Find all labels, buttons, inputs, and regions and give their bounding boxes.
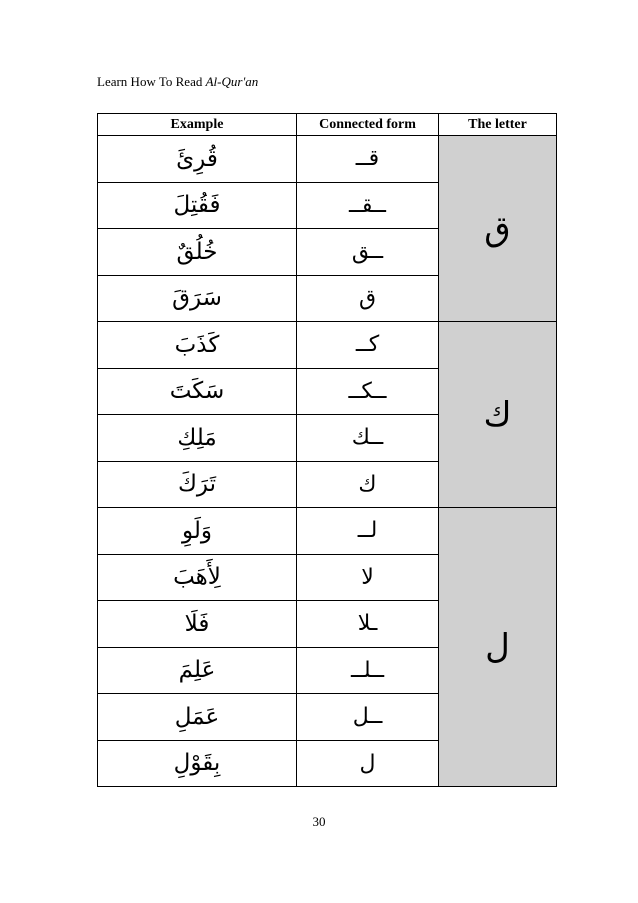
column-header-example: Example (98, 114, 297, 136)
connected-form-cell: ــل (297, 694, 439, 741)
example-cell: سَكَتَ (98, 368, 297, 415)
connected-form-cell: كــ (297, 322, 439, 369)
connected-form-cell: لا (297, 554, 439, 601)
connected-form-cell: ــق (297, 229, 439, 276)
header-title-italic: Al-Qur'an (205, 74, 259, 89)
example-cell: كَذَبَ (98, 322, 297, 369)
example-cell: خُلُقٌ (98, 229, 297, 276)
example-cell: لِأَهَبَ (98, 554, 297, 601)
connected-form-cell: ــلــ (297, 647, 439, 694)
column-header-letter: The letter (439, 114, 557, 136)
example-cell: فَقُتِلَ (98, 182, 297, 229)
connected-form-cell: لــ (297, 508, 439, 555)
table-header-row (98, 114, 557, 136)
example-cell: عَمَلِ (98, 694, 297, 741)
letter-cell-lam: ل (439, 508, 557, 787)
letter-table (97, 113, 557, 787)
header-title: Learn How To Read (97, 74, 206, 89)
example-cell: تَرَكَ (98, 461, 297, 508)
table-row (98, 136, 557, 183)
example-cell: قُرِئَ (98, 136, 297, 183)
connected-form-cell: ــكــ (297, 368, 439, 415)
connected-form-cell: ل (297, 740, 439, 787)
column-header-connected-form: Connected form (297, 114, 439, 136)
connected-form-cell: ق (297, 275, 439, 322)
example-cell: عَلِمَ (98, 647, 297, 694)
example-cell: مَلِكِ (98, 415, 297, 462)
connected-form-cell: قــ (297, 136, 439, 183)
connected-form-cell: ــك (297, 415, 439, 462)
table-row (98, 508, 557, 555)
example-cell: وَلَوِ (98, 508, 297, 555)
letter-cell-qaf: ق (439, 136, 557, 322)
example-cell: فَلَا (98, 601, 297, 648)
connected-form-cell: ــقــ (297, 182, 439, 229)
connected-form-cell: ـلا (297, 601, 439, 648)
letter-cell-kaf: ك (439, 322, 557, 508)
table-row (98, 322, 557, 369)
page-header (97, 74, 258, 90)
example-cell: بِقَوْلِ (98, 740, 297, 787)
example-cell: سَرَقَ (98, 275, 297, 322)
connected-form-cell: ك (297, 461, 439, 508)
page-number: 30 (312, 814, 326, 829)
